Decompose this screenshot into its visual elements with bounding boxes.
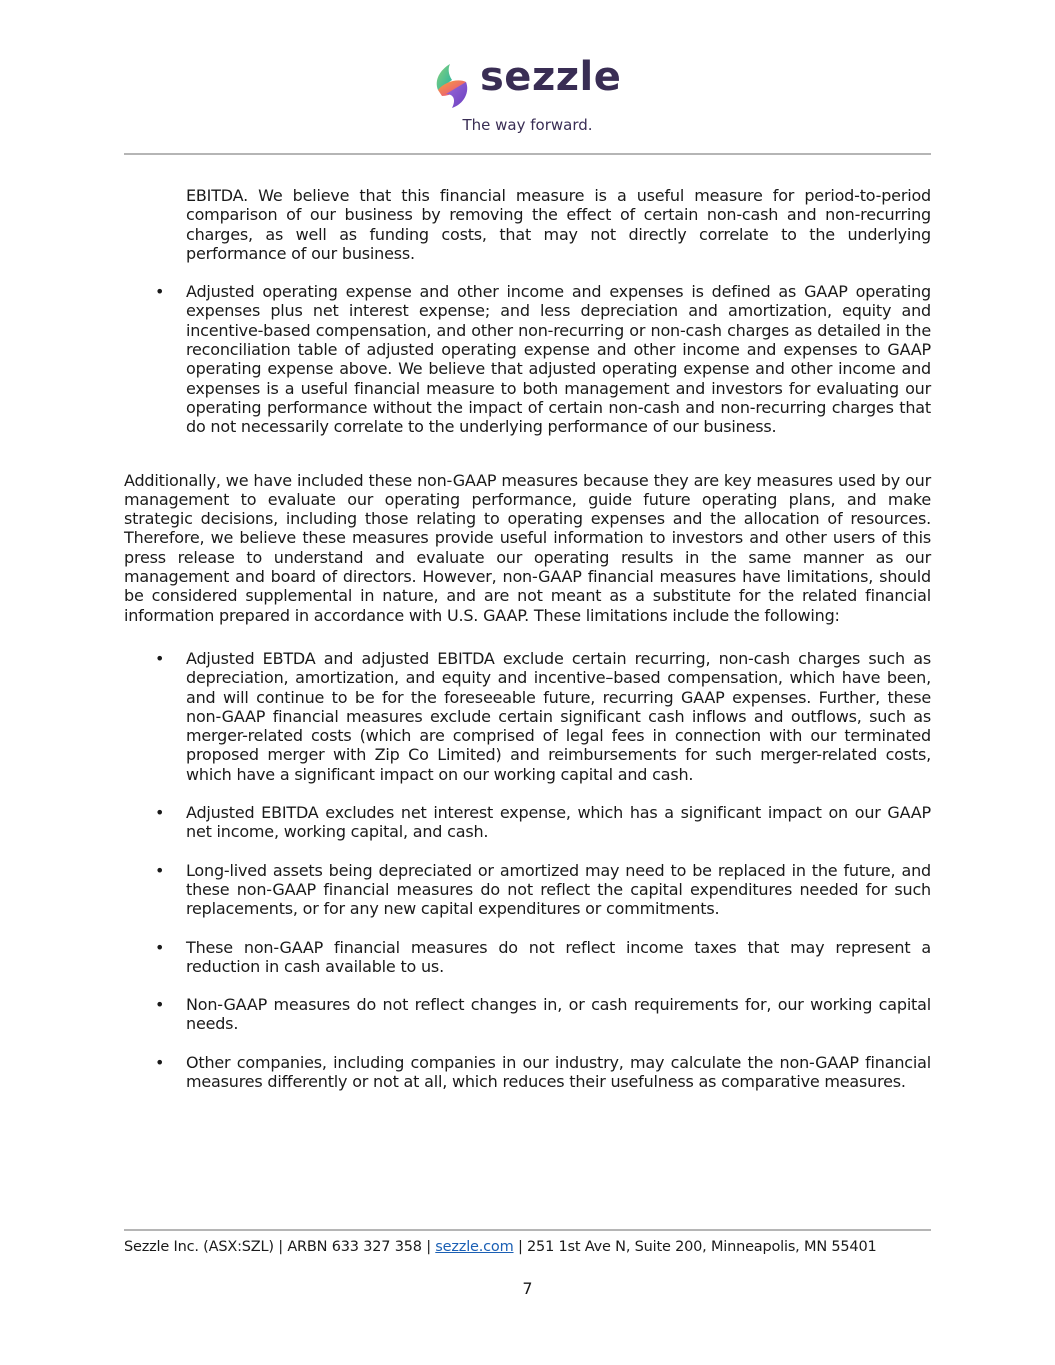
bullet-text: These non-GAAP financial measures do not reflect income taxes that may represent a reduction in cash available to us. bbox=[186, 937, 931, 976]
page-header bbox=[0, 56, 1055, 140]
list-item bbox=[124, 995, 931, 1034]
footer-divider bbox=[124, 1229, 931, 1231]
bullet-icon: • bbox=[155, 648, 165, 668]
continued-paragraph: EBITDA. We believe that this financial measure is a useful measure for period-to-period comparison of our business by removing the effect of certain non-cash and non-recurring charges, as well as funding costs, that may not directly correlate to the underlying performance of our business. bbox=[186, 186, 931, 263]
list-item bbox=[124, 803, 931, 842]
bullet-icon: • bbox=[155, 995, 165, 1015]
list-item bbox=[124, 1053, 931, 1092]
list-item bbox=[124, 649, 931, 784]
document-body bbox=[124, 186, 931, 1091]
sezzle-logo-mark-icon bbox=[432, 62, 472, 110]
list-item bbox=[124, 938, 931, 977]
bullet-icon: • bbox=[155, 803, 165, 823]
bullet-text: Adjusted EBTDA and adjusted EBITDA exclude certain recurring, non-cash charges such as depreciation, amortization, and equity and incentive–based compensation, which have been, and will continue to be for the foreseeable future, recurring GAAP expenses. Further, these non-GAAP financial measures exclude certain significant cash inflows and outflows, such as merger-related costs (which are comprised of legal fees in connection with our terminated proposed merger with Zip Co Limited) and reimbursements for such merger-related costs, which have a significant impact on our working capital and cash. bbox=[186, 648, 931, 784]
sezzle-wordmark: sezzle bbox=[480, 54, 622, 100]
footer-address: | 251 1st Ave N, Suite 200, Minneapolis, MN 55401 bbox=[513, 1239, 877, 1255]
bullet-text: Adjusted operating expense and other income and expenses is defined as GAAP operating expenses plus net interest expense; and less depreciation and amortization, equity and incentive-based compensation, and other non-recurring or non-cash charges as detailed in the reconciliation table of adjusted operating expense and other income and expenses to GAAP operating expense above. We believe that adjusted operating expense and other income and expenses is a useful financial measure to both management and investors for evaluating our operating performance without the impact of certain non-cash and non-recurring charges that do not necessarily correlate to the underlying performance of our business. bbox=[186, 282, 931, 437]
sezzle-logo bbox=[432, 54, 632, 110]
sezzle-website-link[interactable]: sezzle.com bbox=[435, 1239, 514, 1255]
list-item bbox=[124, 282, 931, 436]
list-item bbox=[124, 861, 931, 919]
tagline: The way forward. bbox=[462, 116, 593, 134]
bullet-text: Other companies, including companies in our industry, may calculate the non-GAAP financial measures differently or not at all, which reduces their usefulness as comparative measures. bbox=[186, 1052, 931, 1091]
bullet-icon: • bbox=[155, 937, 165, 957]
header-divider bbox=[124, 153, 931, 155]
additionally-paragraph: Additionally, we have included these non-GAAP measures because they are key measures used by our management to evaluate our operating performance, guide future operating plans, and make strategic decisions, including those relating to operating expenses and the allocation of resources. Therefore, we believe these measures provide useful information to investors and other users of this press release to understand and evaluate our operating results in the same manner as our management and board of directors. However, non-GAAP financial measures have limitations, should be considered supplemental in nature, and are not meant as a substitute for the related financial information prepared in accordance with U.S. GAAP. These limitations include the following: bbox=[124, 470, 931, 625]
bullet-icon: • bbox=[155, 860, 165, 880]
footer-company-info: Sezzle Inc. (ASX:SZL) | ARBN 633 327 358 | bbox=[124, 1239, 436, 1255]
bullet-text: Non-GAAP measures do not reflect changes in, or cash requirements for, our working capital needs. bbox=[186, 995, 931, 1034]
bullet-icon: • bbox=[155, 282, 165, 302]
page-footer bbox=[124, 1239, 931, 1255]
page-number: 7 bbox=[522, 1279, 533, 1298]
bullet-icon: • bbox=[155, 1052, 165, 1072]
bullet-text: Adjusted EBITDA excludes net interest expense, which has a significant impact on our GAAP net income, working capital, and cash. bbox=[186, 803, 931, 842]
bullet-text: Long-lived assets being depreciated or amortized may need to be replaced in the future, and these non-GAAP financial measures do not reflect the capital expenditures needed for such replacements, or for any new capital expenditures or commitments. bbox=[186, 860, 931, 919]
